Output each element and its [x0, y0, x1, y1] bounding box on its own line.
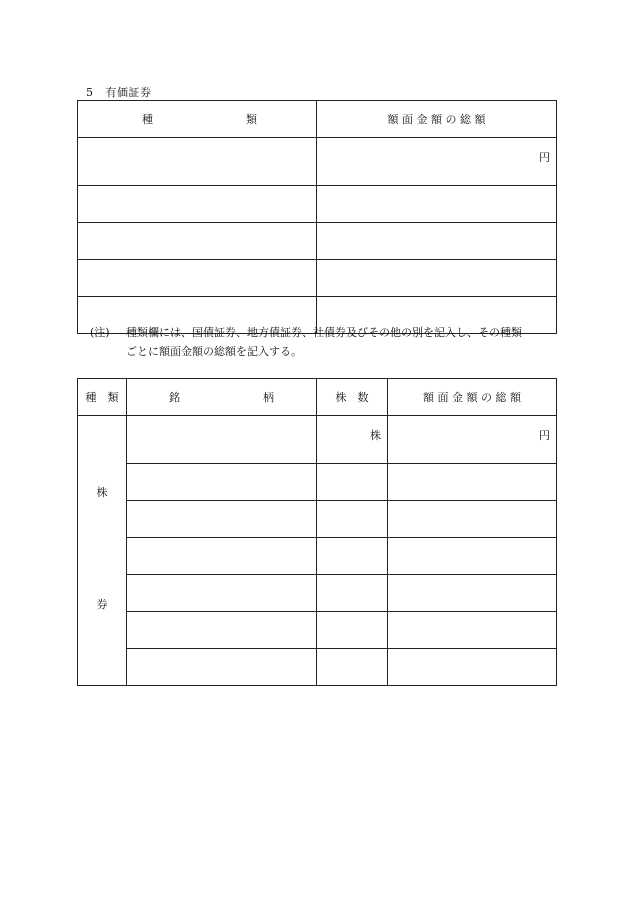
total-cell[interactable]: [317, 186, 557, 223]
shares-cell[interactable]: [317, 501, 388, 538]
section-title-text: 有価証券: [105, 86, 152, 99]
shares-cell[interactable]: [317, 416, 388, 464]
total-cell[interactable]: [317, 260, 557, 297]
table-row: [78, 416, 557, 464]
section-title: [86, 84, 152, 100]
total-cell[interactable]: [388, 649, 557, 686]
section-number: 5: [86, 86, 94, 99]
table-row: [78, 612, 557, 649]
note-line-2: ごとに額面金額の総額を記入する。: [126, 345, 302, 358]
securities-table: [77, 100, 557, 334]
kind-cell[interactable]: [78, 138, 317, 186]
header-kind-right: 類: [246, 113, 257, 126]
kind-bottom-char: 券: [96, 598, 108, 611]
header-shares: 株 数: [317, 379, 388, 416]
total-cell[interactable]: [388, 501, 557, 538]
kind-cell[interactable]: [78, 186, 317, 223]
total-cell[interactable]: [317, 223, 557, 260]
shares-cell[interactable]: [317, 612, 388, 649]
total-cell[interactable]: [388, 575, 557, 612]
brand-cell[interactable]: [127, 416, 317, 464]
unit-yen: 円: [539, 429, 550, 442]
shares-cell[interactable]: [317, 575, 388, 612]
brand-cell[interactable]: [127, 464, 317, 501]
brand-cell[interactable]: [127, 612, 317, 649]
header-brand-right: 柄: [263, 391, 274, 404]
total-cell[interactable]: [388, 538, 557, 575]
table-header-row: [78, 101, 557, 138]
kind-cell[interactable]: [78, 260, 317, 297]
kind-top-char: 株: [96, 486, 108, 499]
table-header-row: [78, 379, 557, 416]
header-kind-left: 種: [142, 113, 153, 126]
total-cell[interactable]: [388, 464, 557, 501]
total-cell[interactable]: [388, 416, 557, 464]
stock-table: [77, 378, 557, 686]
header-kind: [78, 101, 317, 138]
brand-cell[interactable]: [127, 649, 317, 686]
shares-cell[interactable]: [317, 649, 388, 686]
header-brand: [127, 379, 317, 416]
brand-cell[interactable]: [127, 538, 317, 575]
table-row: [78, 575, 557, 612]
table-row: [78, 186, 557, 223]
table-row: [78, 260, 557, 297]
table-row: [78, 223, 557, 260]
table-row: [78, 649, 557, 686]
shares-cell[interactable]: [317, 464, 388, 501]
shares-cell[interactable]: [317, 538, 388, 575]
header-brand-left: 銘: [169, 391, 180, 404]
table-row: [78, 464, 557, 501]
note-line-1: 種類欄には、国債証券、地方債証券、社債券及びその他の別を記入し、その種類: [126, 326, 522, 339]
table-row: [78, 501, 557, 538]
header-total-face-value: 額 面 金 額 の 総 額: [317, 101, 557, 138]
kind-cell[interactable]: [78, 223, 317, 260]
unit-shares: 株: [370, 429, 381, 442]
brand-cell[interactable]: [127, 501, 317, 538]
total-cell[interactable]: [388, 612, 557, 649]
total-cell[interactable]: [317, 138, 557, 186]
table-row: [78, 538, 557, 575]
table-row: [78, 138, 557, 186]
header-kind: 種 類: [78, 379, 127, 416]
unit-yen: 円: [539, 151, 550, 164]
brand-cell[interactable]: [127, 575, 317, 612]
header-total-face-value: 額 面 金 額 の 総 額: [388, 379, 557, 416]
note-label: (注): [90, 326, 110, 339]
kind-stock-cell: [78, 416, 127, 686]
